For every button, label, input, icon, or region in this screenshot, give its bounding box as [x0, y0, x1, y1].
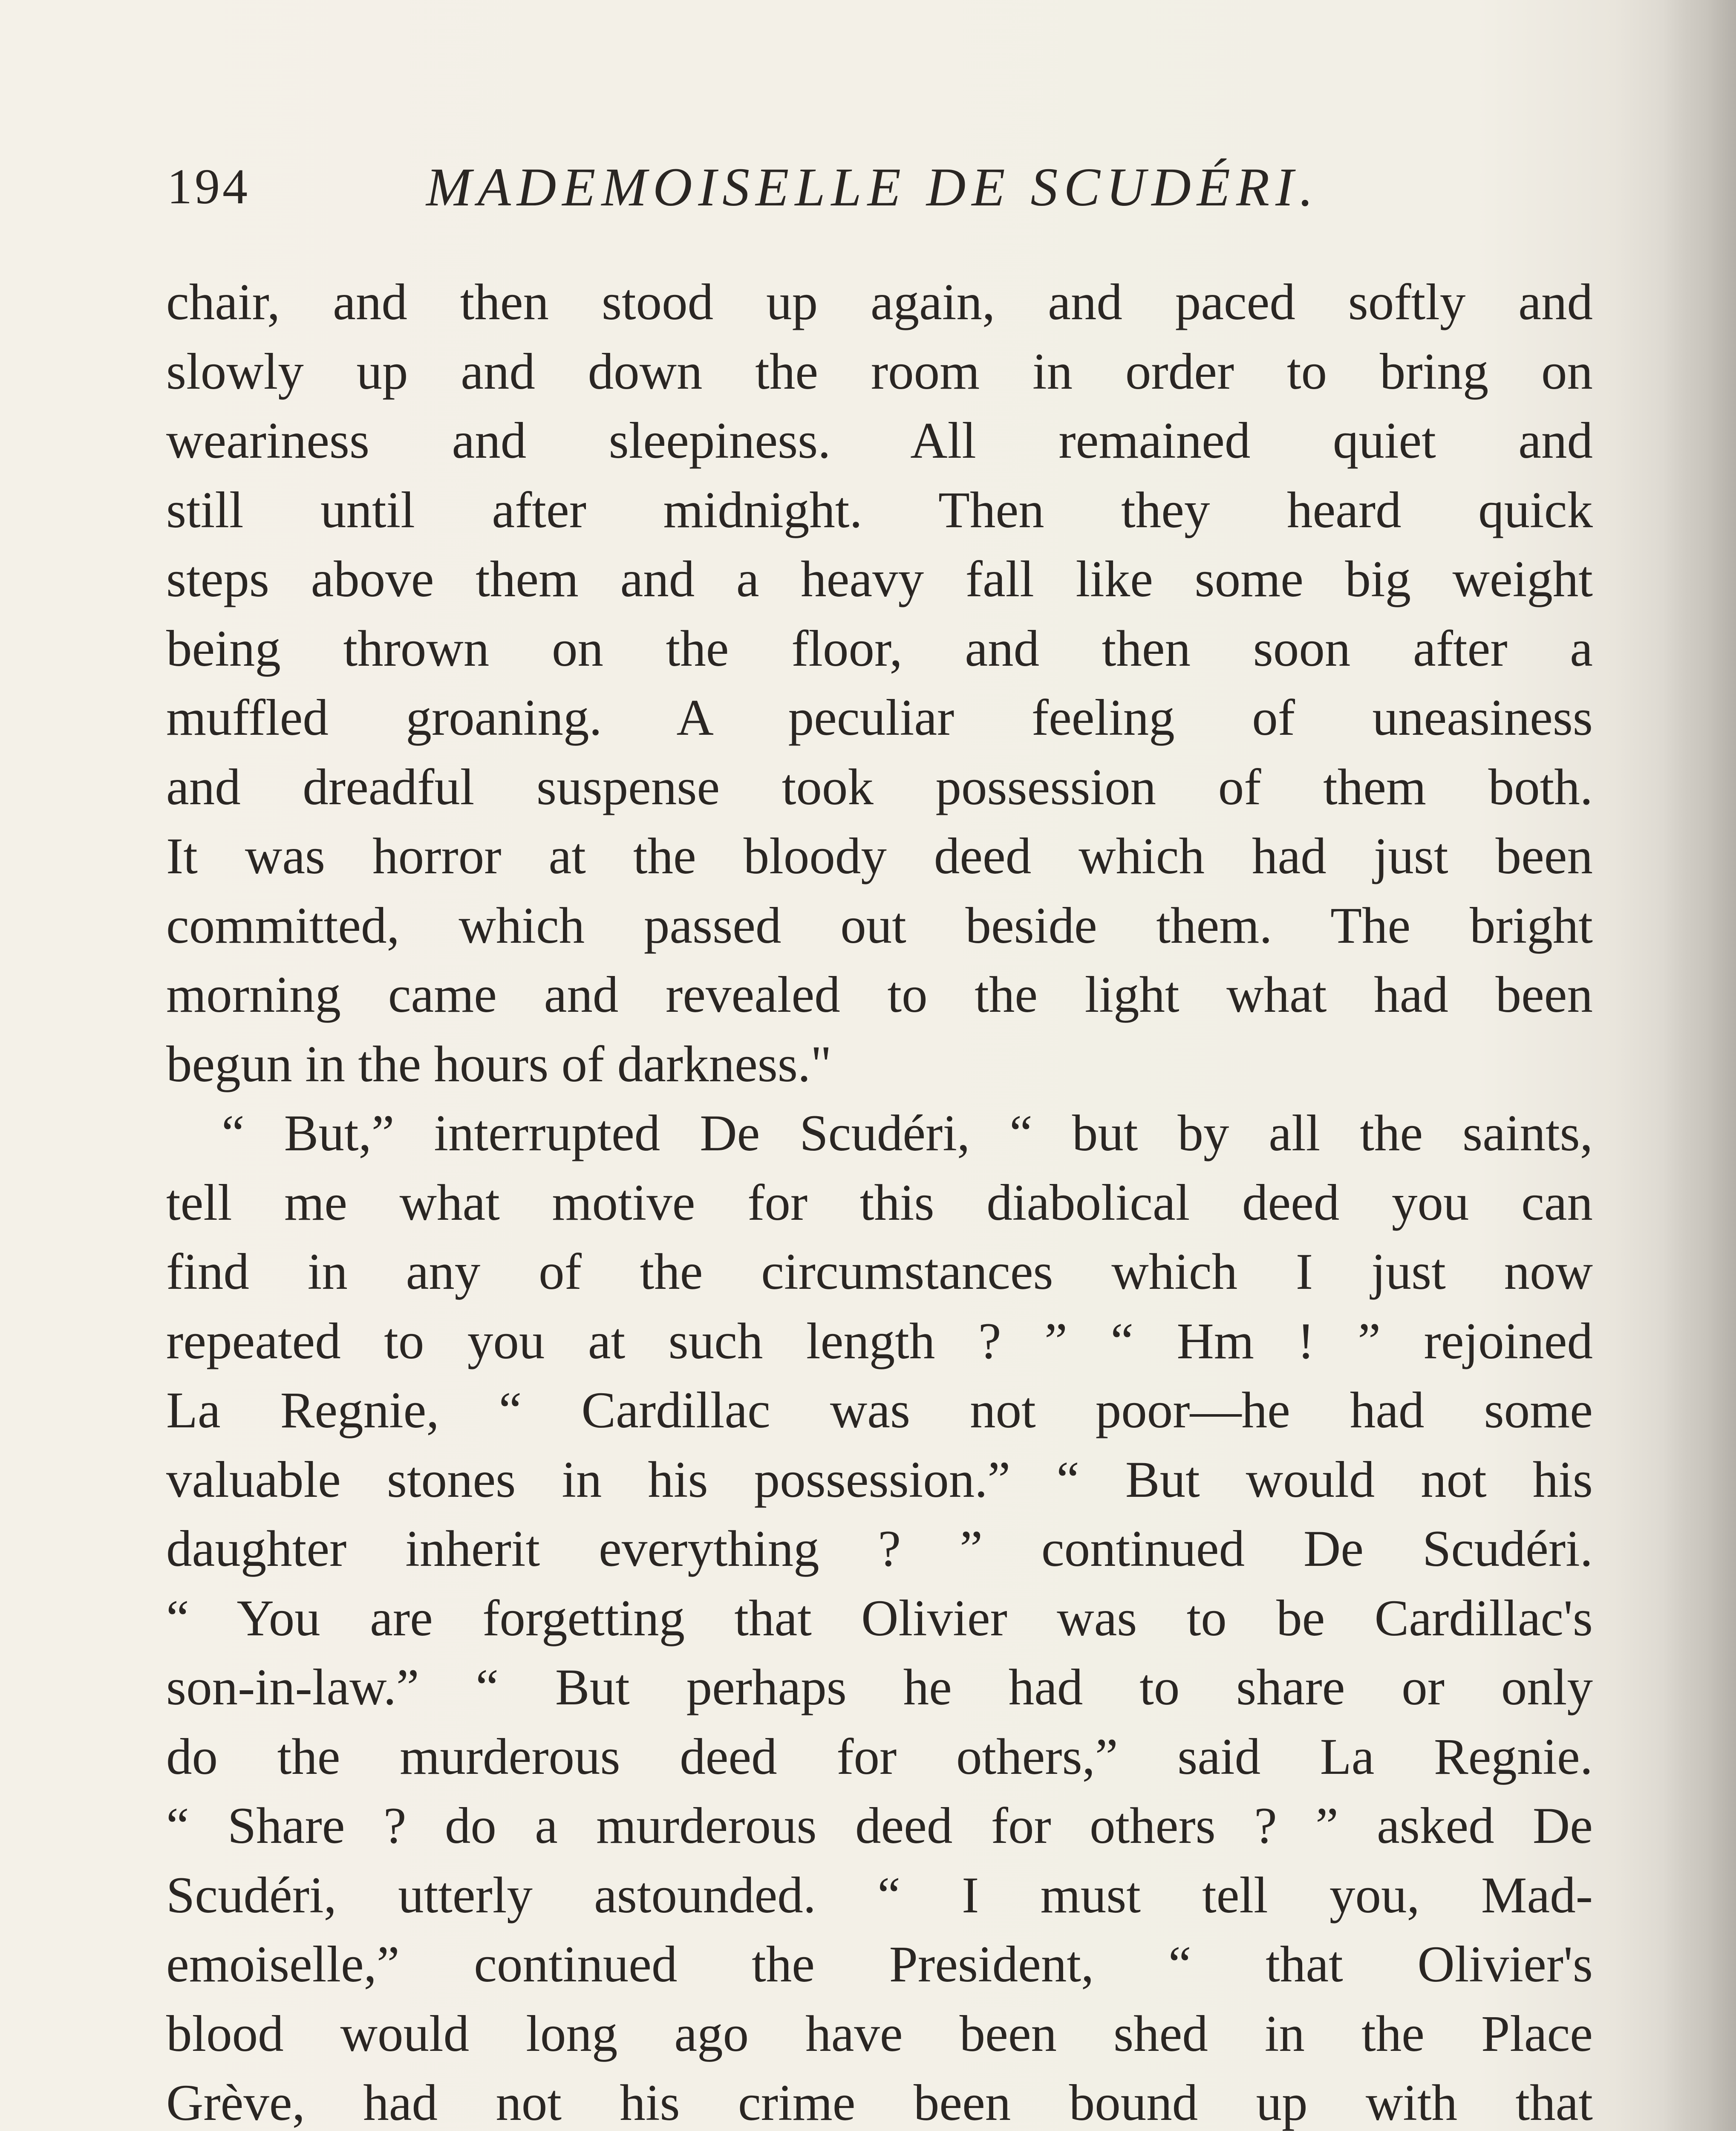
running-title: MADEMOISELLE DE SCUDÉRI.	[426, 157, 1319, 217]
text-line: Grève, had not his crime been bound up with that	[166, 2074, 1593, 2131]
text-line: morning came and revealed to the light what had been	[166, 966, 1593, 1023]
text-line: slowly up and down the room in order to bring on	[166, 343, 1593, 400]
page-header	[167, 149, 1607, 230]
gutter-shadow	[1664, 0, 1736, 2131]
text-line: “ Share ? do a murderous deed for others ? ” asked De	[166, 1797, 1593, 1854]
page-number: 194	[167, 159, 250, 214]
text-line: valuable stones in his possession.” “ But would not his	[166, 1451, 1593, 1508]
text-line: tell me what motive for this diabolical deed you can	[166, 1174, 1593, 1231]
text-line: daughter inherit everything ? ” continued De Scudéri.	[166, 1520, 1593, 1577]
body-text	[166, 268, 1593, 2131]
text-line: Scudéri, utterly astounded. “ I must tell you, Mad-	[166, 1866, 1593, 1924]
text-line: and dreadful suspense took possession of them both.	[166, 758, 1593, 816]
text-line: still until after midnight. Then they heard quick	[166, 481, 1593, 539]
text-line: find in any of the circumstances which I just now	[166, 1243, 1593, 1300]
text-line: do the murderous deed for others,” said La Regnie.	[166, 1728, 1593, 1785]
text-line: “ But,” interrupted De Scudéri, “ but by all the saints,	[222, 1105, 1593, 1162]
text-line: being thrown on the floor, and then soon after a	[166, 620, 1593, 677]
text-line: It was horror at the bloody deed which had just been	[166, 828, 1593, 885]
text-line: committed, which passed out beside them. The bright	[166, 897, 1593, 954]
text-line: chair, and then stood up again, and paced softly and	[166, 274, 1593, 331]
text-line: repeated to you at such length ? ” “ Hm ! ” rejoined	[166, 1312, 1593, 1370]
text-line: son-in-law.” “ But perhaps he had to share or only	[166, 1659, 1593, 1716]
text-line: weariness and sleepiness. All remained quiet and	[166, 412, 1593, 469]
text-line: blood would long ago have been shed in the Place	[166, 2005, 1593, 2062]
text-line: steps above them and a heavy fall like some big weight	[166, 551, 1593, 608]
text-line: La Regnie, “ Cardillac was not poor—he had some	[166, 1382, 1593, 1439]
text-line: begun in the hours of darkness."	[166, 1035, 832, 1093]
text-line: muffled groaning. A peculiar feeling of uneasiness	[166, 689, 1593, 746]
text-line: emoiselle,” continued the President, “ that Olivier's	[166, 1936, 1593, 1993]
text-line: “ You are forgetting that Olivier was to be Cardillac's	[166, 1589, 1593, 1647]
